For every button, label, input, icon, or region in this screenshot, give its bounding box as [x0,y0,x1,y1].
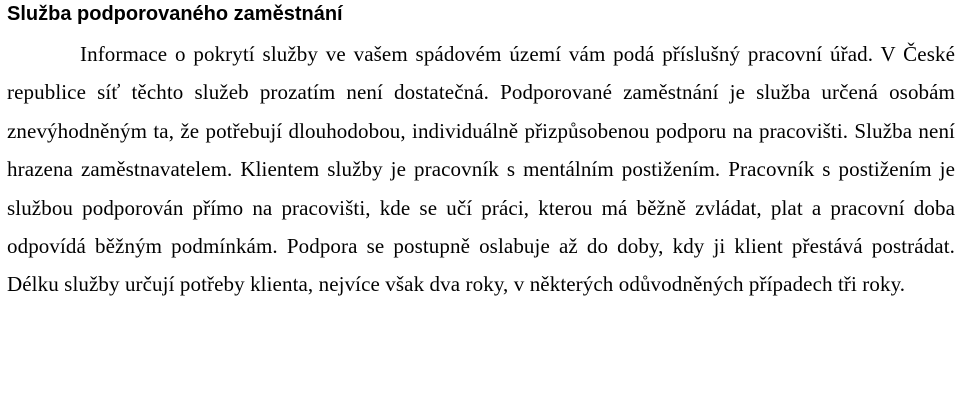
section-heading: Služba podporovaného zaměstnání [7,3,343,25]
body-paragraph: Informace o pokrytí služby ve vašem spádovém území vám podá příslušný pracovní úřad. V České republice síť těchto služeb prozatím není dostatečná. Podporované zaměstnání je služba určená osobám znevýhodněným ta, že potřebují dlouhodobou, individuálně přizpůsobenou podporu na pracovišti. Služba není hrazena zaměstnavatelem. Klientem služby je pracovník s mentálním postižením. Pracovník s postižením je službou podporován přímo na pracovišti, kde se učí práci, kterou má běžně zvládat, plat a pracovní doba odpovídá běžným podmínkám. Podpora se postupně oslabuje až do doby, kdy ji klient přestává postrádat. Délku služby určují potřeby klienta, nejvíce však dva roky, v některých odůvodněných případech tři roky. [7,42,955,297]
